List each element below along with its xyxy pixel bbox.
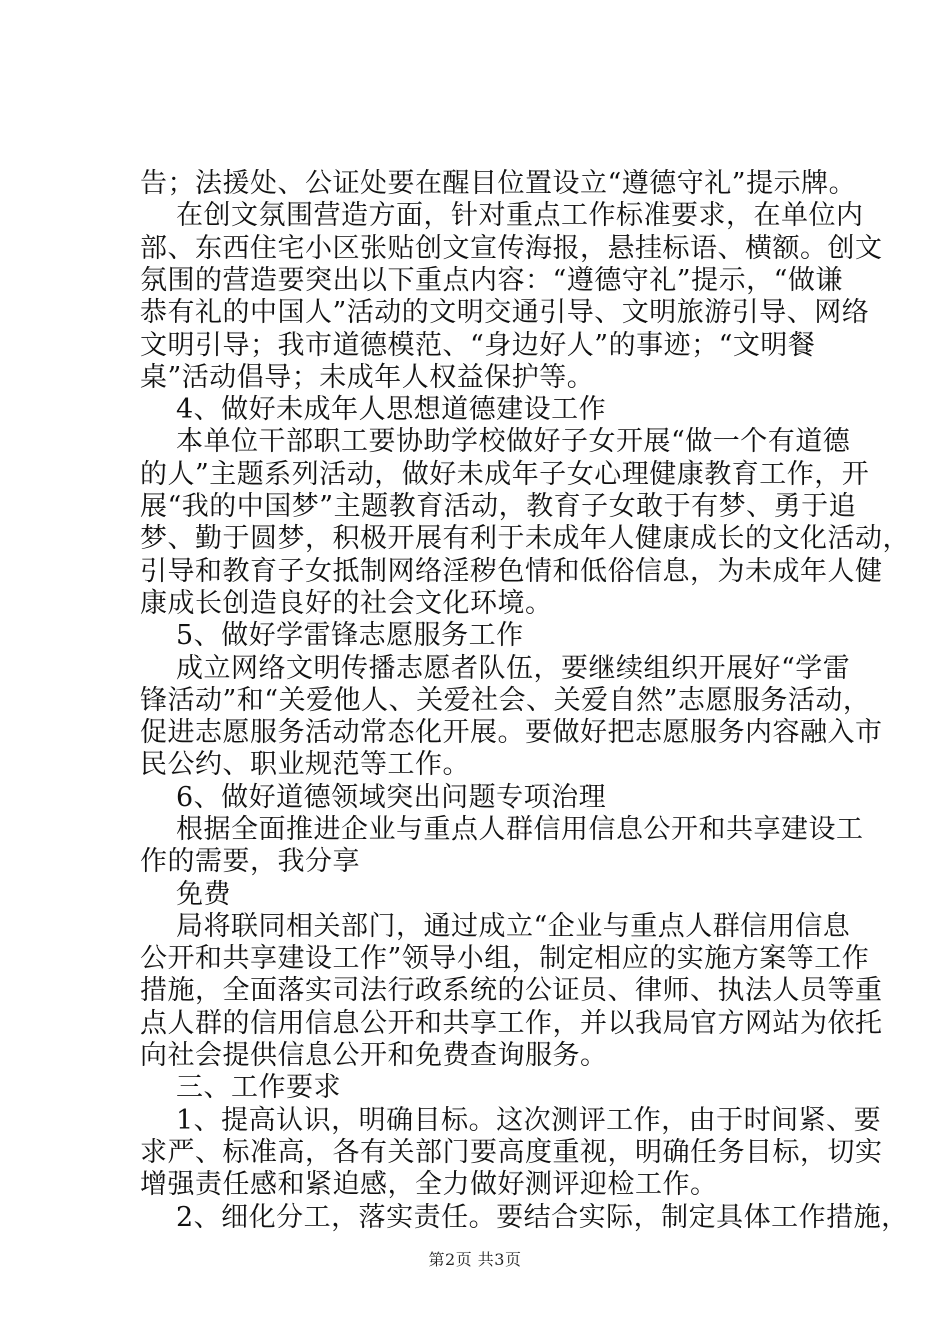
- text-line: 的人”主题系列活动，做好未成年子女心理健康教育工作，开: [140, 459, 870, 490]
- text-line: 三、工作要求: [176, 1072, 341, 1103]
- text-line: 成立网络文明传播志愿者队伍，要继续组织开展好“学雷: [176, 653, 851, 684]
- text-line: 根据全面推进企业与重点人群信用信息公开和共享建设工: [176, 814, 864, 845]
- text-line: 点人群的信用信息公开和共享工作，并以我局官方网站为依托: [140, 1008, 883, 1039]
- text-line: 梦、勤于圆梦，积极开展有利于未成年人健康成长的文化活动，: [140, 523, 910, 554]
- text-line: 作的需要，我分享: [140, 846, 360, 877]
- text-line: 2、细化分工，落实责任。要结合实际，制定具体工作措施，: [176, 1202, 909, 1233]
- text-line: 氛围的营造要突出以下重点内容：“遵德守礼”提示，“做谦: [140, 265, 843, 296]
- text-line: 康成长创造良好的社会文化环境。: [140, 588, 553, 619]
- text-line: 在创文氛围营造方面，针对重点工作标准要求，在单位内: [176, 200, 864, 231]
- text-line: 部、东西住宅小区张贴创文宣传海报，悬挂标语、横额。创文: [140, 233, 883, 264]
- text-line: 免费: [176, 879, 231, 910]
- text-line: 促进志愿服务活动常态化开展。要做好把志愿服务内容融入市: [140, 717, 883, 748]
- page-footer: 第2页 共3页: [428, 1250, 522, 1269]
- text-line: 公开和共享建设工作”领导小组，制定相应的实施方案等工作: [140, 943, 870, 974]
- text-line: 桌”活动倡导；未成年人权益保护等。: [140, 362, 595, 393]
- text-line: 本单位干部职工要协助学校做好子女开展“做一个有道德: [176, 426, 851, 457]
- text-line: 4、做好未成年人思想道德建设工作: [176, 394, 607, 425]
- text-line: 展“我的中国梦”主题教育活动，教育子女敢于有梦、勇于追: [140, 491, 857, 522]
- text-line: 6、做好道德领域突出问题专项治理: [176, 782, 607, 813]
- text-line: 告；法援处、公证处要在醒目位置设立“遵德守礼”提示牌。: [140, 168, 857, 199]
- text-line: 增强责任感和紧迫感，全力做好测评迎检工作。: [140, 1169, 718, 1200]
- text-line: 1、提高认识，明确目标。这次测评工作，由于时间紧、要: [176, 1105, 882, 1136]
- text-line: 局将联同相关部门，通过成立“企业与重点人群信用信息: [176, 911, 851, 942]
- text-line: 民公约、职业规范等工作。: [140, 749, 470, 780]
- text-line: 引导和教育子女抵制网络淫秽色情和低俗信息，为未成年人健: [140, 556, 883, 587]
- text-line: 求严、标准高，各有关部门要高度重视，明确任务目标，切实: [140, 1137, 883, 1168]
- text-line: 文明引导；我市道德模范、“身边好人”的事迹；“文明餐: [140, 330, 816, 361]
- text-line: 恭有礼的中国人”活动的文明交通引导、文明旅游引导、网络: [140, 297, 870, 328]
- text-line: 锋活动”和“关爱他人、关爱社会、关爱自然”志愿服务活动，: [140, 685, 871, 716]
- text-line: 向社会提供信息公开和免费查询服务。: [140, 1040, 608, 1071]
- text-line: 5、做好学雷锋志愿服务工作: [176, 620, 524, 651]
- text-line: 措施，全面落实司法行政系统的公证员、律师、执法人员等重: [140, 975, 883, 1006]
